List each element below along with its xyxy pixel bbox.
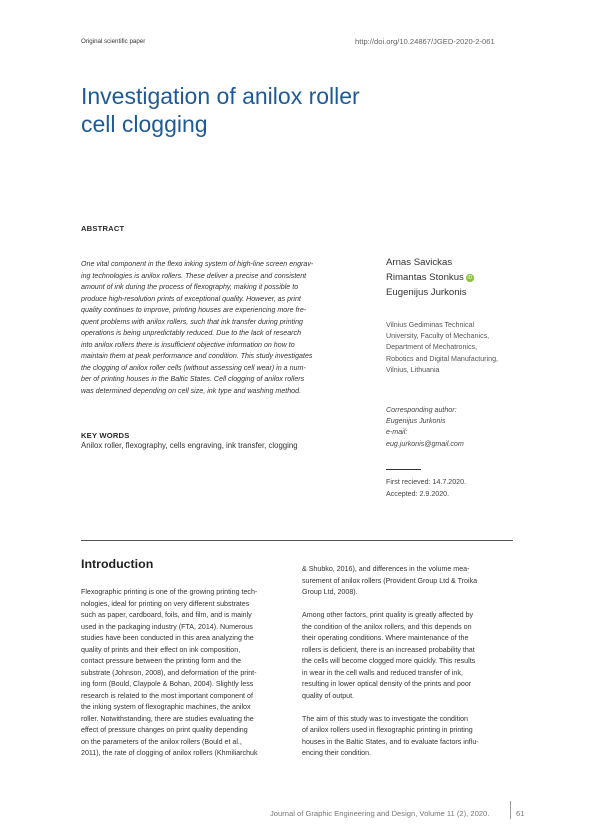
body-line: on the parameters of the anilox rollers (Bould et al., [81,737,242,746]
keywords-heading: KEY WORDS [81,431,130,440]
abstract-line: into anilox rollers there is insufficient objective information on how to [81,340,295,349]
body-line: Among other factors, print quality is greatly affected by [302,611,473,619]
author-name: Arnas Savickas [386,257,453,268]
body-line: The aim of this study was to investigate the condition [302,714,469,723]
author-list [386,255,474,300]
body-line: such as paper, cardboard, foils, and film, and is mainly [81,611,252,619]
corresponding-author [386,405,464,450]
orcid-icon[interactable]: iD [467,275,473,281]
abstract-line: ber of printing houses in the Baltic States. Cell clogging of anilox rollers [81,375,305,383]
received-date: First recieved: 14.7.2020. [386,478,467,486]
body-line: quality of prints and their effect on ink composition, [81,645,241,654]
paper-title [81,82,441,138]
section-rule [81,540,513,541]
divider [386,469,421,470]
intro-column-1 [81,587,301,760]
accepted-date: Accepted: 2.9.2020. [386,490,450,498]
body-line: resulting in lower optical density of the prints and poor [302,680,472,688]
email-label: e-mail: [386,428,408,437]
affiliation [386,320,498,376]
article-type: Original scientific paper [81,38,146,45]
keywords-text: Anilox roller, flexography, cells engraving, ink transfer, clogging [81,441,298,450]
body-line: substrate (Johnson, 2008), and deformation of the print- [81,668,257,677]
abstract-text [81,259,351,397]
affiliation-line: University, Faculty of Mechanics, [386,332,490,341]
body-line: used in the packaging industry (FTA, 2014). Numerous [81,622,253,631]
body-line: the cells will become clogged more quickly. This results [302,657,476,665]
author-name: Rimantas Stonkus [386,272,464,283]
abstract-line: ing technologies is anilox rollers. These deliver a precise and consistent [81,271,307,280]
affiliation-line: Department of Mechatronics, [386,343,478,352]
author-entry [386,270,474,285]
body-line: studies have been conducted in this area analyzing the [81,634,254,642]
paragraph-gap [302,599,514,611]
email-link[interactable]: eug.jurkonis@gmail.com [386,439,464,448]
title-line: cell clogging [81,111,208,137]
body-line: Group Ltd, 2008). [302,588,358,596]
body-line: effect of pressure changes on print quality depending [81,726,248,734]
intro-column-2 [302,564,514,760]
body-line: roller. Notwithstanding, there are studies evaluating the [81,714,254,723]
abstract-line: quent problems with anilox rollers, such that ink transfer during printing [81,317,303,326]
doi-link[interactable]: http://doi.org/10.24867/JGED-2020-2-061 [355,37,495,46]
title-line: Investigation of anilox roller [81,83,360,109]
abstract-line: amount of ink during the process of flexography, making it possible to [81,283,299,291]
body-line: nologies, ideal for printing on very different substrates [81,599,250,608]
body-line: the condition of the anilox rollers, and this depends on [302,622,472,631]
body-line: surement of anilox rollers (Provident Group Ltd & Troika [302,576,478,585]
affiliation-line: Robotics and Digital Manufacturing, [386,354,498,363]
corresponding-name: Eugenijus Jurkonis [386,417,446,426]
abstract-line: was determined depending on cell size, ink type and washing method. [81,386,302,395]
footer-journal: Journal of Graphic Engineering and Design, Volume 11 (2), 2020. [270,809,490,818]
body-line: in wear in the cell walls and reduced transfer of ink, [302,668,463,677]
body-line: encing their condition. [302,749,372,757]
body-line: contact pressure between the printing form and the [81,657,242,665]
affiliation-line: Vilnius Gediminas Technical [386,321,475,329]
corresponding-label: Corresponding author: [386,406,457,414]
body-line: of anilox rollers used in flexographic printing in printing [302,726,473,734]
abstract-line: maintain them at peak performance and condition. This study investigates [81,352,313,360]
page-number: 61 [516,809,525,818]
body-line: their operating conditions. Where maintenance of the [302,634,469,642]
body-line: Flexographic printing is one of the growing printing tech- [81,588,258,596]
body-line: research is related to the most important component of [81,691,253,700]
affiliation-line: Vilnius, Lithuania [386,365,440,374]
abstract-line: the clogging of anilox roller cells (without assessing cell wear) in a num- [81,363,306,372]
abstract-line: operations is being unpredictably reduced. Due to the lack of research [81,329,302,337]
abstract-line: One vital component in the flexo inking system of high-line screen engrav- [81,260,314,268]
dates [386,476,466,500]
introduction-heading: Introduction [81,557,154,571]
body-line: 2011), the rate of clogging of anilox rollers (Khmiliarchuk [81,749,258,757]
footer-divider [510,801,511,819]
body-line: & Shubko, 2016), and differences in the volume mea- [302,565,470,573]
body-line: quality of output. [302,691,355,700]
abstract-line: produce high-resolution prints of exceptional quality. However, as print [81,294,301,303]
abstract-heading: ABSTRACT [81,224,125,233]
body-line: houses in the Baltic States, and to evaluate factors influ- [302,737,479,746]
abstract-line: quality continues to improve, printing houses are experiencing more fre- [81,306,307,314]
body-line: ing form (Bould, Claypole & Bohan, 2004). Slightly less [81,680,254,688]
paragraph-gap [302,702,514,714]
author-name: Eugenijus Jurkonis [386,287,467,298]
body-line: rollers is deficient, there is an increased probability that [302,645,475,654]
body-line: the inking system of flexographic machines, the anilox [81,703,251,711]
